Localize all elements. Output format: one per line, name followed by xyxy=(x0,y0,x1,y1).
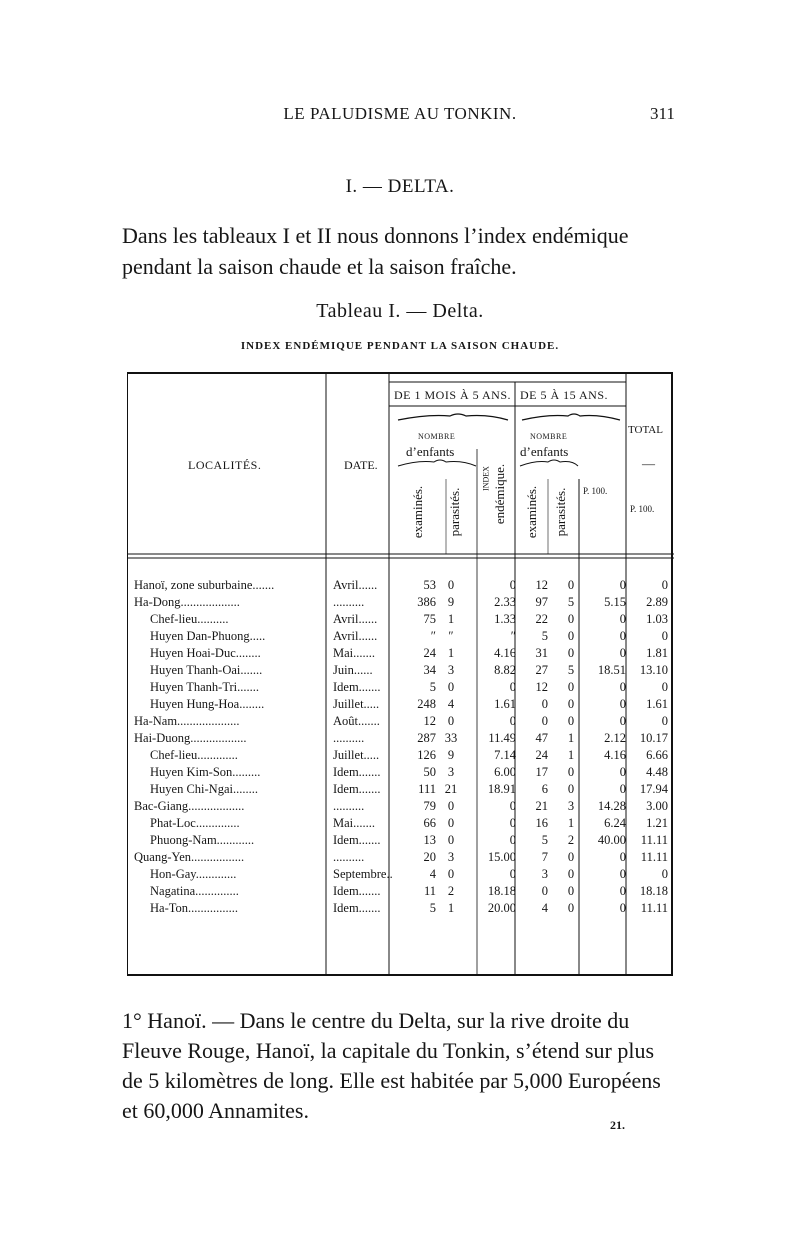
cell-date: Avril...... xyxy=(333,578,378,592)
cell-pa2: 0 xyxy=(567,765,575,779)
cell-ex2: 3 xyxy=(541,867,548,881)
cell-total: 2.89 xyxy=(646,595,668,609)
cell-pa1: 9 xyxy=(447,748,455,762)
cell-pa1: 0 xyxy=(447,867,455,881)
cell-ex1: 53 xyxy=(423,578,436,592)
cell-pa1: 1 xyxy=(447,901,455,915)
header-total-p100: P. 100. xyxy=(630,504,655,514)
cell-p100: 0 xyxy=(619,629,626,643)
header-localites: LOCALITÉS. xyxy=(188,458,262,472)
cell-localite: Ha-Ton................ xyxy=(150,901,239,915)
cell-p100: 0 xyxy=(619,578,626,592)
cell-p100: 0 xyxy=(619,765,626,779)
cell-ex2: 12 xyxy=(535,578,548,592)
cell-pa2: 1 xyxy=(567,816,575,830)
cell-date: Idem....... xyxy=(333,884,381,898)
cell-ex2: 0 xyxy=(541,884,548,898)
cell-localite: Huyen Thanh-Tri....... xyxy=(150,680,260,694)
cell-pa1: 1 xyxy=(447,646,455,660)
header-date: DATE. xyxy=(344,458,378,472)
cell-p100: 4.16 xyxy=(604,748,626,762)
cell-pa2: 0 xyxy=(567,680,575,694)
cell-pa2: 0 xyxy=(567,901,575,915)
cell-p100: 0 xyxy=(619,646,626,660)
cell-p100: 40.00 xyxy=(597,833,626,847)
header-examines-1: examinés. xyxy=(410,485,425,539)
cell-total: 1.21 xyxy=(646,816,668,830)
cell-idx: 1.33 xyxy=(494,612,516,626)
cell-pa1: 1 xyxy=(447,612,455,626)
cell-ex1: 12 xyxy=(423,714,436,728)
cell-ex2: 4 xyxy=(541,901,548,915)
cell-total: 1.03 xyxy=(646,612,668,626)
cell-pa2: 0 xyxy=(567,646,575,660)
cell-ex2: 5 xyxy=(541,833,548,847)
cell-idx: 0 xyxy=(509,799,516,813)
table-row xyxy=(128,866,672,883)
cell-total: 4.48 xyxy=(646,765,668,779)
cell-ex1: 20 xyxy=(423,850,436,864)
header-p100: P. 100. xyxy=(583,486,608,496)
cell-ex2: 7 xyxy=(541,850,548,864)
body-line: et 60,000 Annamites. xyxy=(122,1098,309,1123)
table-row xyxy=(128,764,672,781)
cell-date: Idem....... xyxy=(333,765,381,779)
cell-localite: Phuong-Nam............ xyxy=(150,833,255,847)
cell-localite: Hon-Gay............. xyxy=(150,867,237,881)
body-line: 1° Hanoï. — Dans le centre du Delta, sur la rive droite du xyxy=(122,1008,630,1033)
cell-p100: 0 xyxy=(619,850,626,864)
cell-ex1: 75 xyxy=(423,612,436,626)
cell-pa1: 21 xyxy=(444,782,458,796)
cell-date: .......... xyxy=(333,799,365,813)
cell-localite: Quang-Yen................. xyxy=(134,850,245,864)
page-number: 311 xyxy=(650,104,675,123)
table-row xyxy=(128,883,672,900)
cell-p100: 0 xyxy=(619,867,626,881)
cell-ex2: 21 xyxy=(535,799,548,813)
cell-ex1: 248 xyxy=(417,697,436,711)
table-row xyxy=(128,832,672,849)
cell-date: Idem....... xyxy=(333,782,381,796)
cell-idx: 11.49 xyxy=(488,731,516,745)
cell-ex1: 24 xyxy=(423,646,436,660)
cell-date: .......... xyxy=(333,731,365,745)
cell-ex1: 79 xyxy=(423,799,436,813)
cell-ex1: 386 xyxy=(417,595,436,609)
cell-total: 11.11 xyxy=(640,850,668,864)
header-examines-2: examinés. xyxy=(524,485,539,539)
cell-pa1: 9 xyxy=(447,595,455,609)
cell-total: 17.94 xyxy=(639,782,668,796)
cell-ex2: 47 xyxy=(535,731,548,745)
cell-pa1: 0 xyxy=(447,833,455,847)
cell-ex1: 126 xyxy=(417,748,436,762)
table-row xyxy=(128,662,672,679)
cell-p100: 5.15 xyxy=(604,595,626,609)
cell-total: 0 xyxy=(661,578,668,592)
header-parasites-1: parasités. xyxy=(447,487,462,537)
body-line: de 5 kilomètres de long. Elle est habitée par 5,000 Européens xyxy=(122,1068,661,1093)
cell-pa2: 0 xyxy=(567,697,575,711)
cell-date: Mai....... xyxy=(333,816,376,830)
cell-total: 11.11 xyxy=(640,901,668,915)
cell-total: 0 xyxy=(661,714,668,728)
cell-localite: Chef-lieu............. xyxy=(150,748,238,762)
cell-pa2: 2 xyxy=(567,833,575,847)
cell-idx: 0 xyxy=(509,833,516,847)
cell-ex1: 50 xyxy=(423,765,436,779)
running-header: LE PALUDISME AU TONKIN. xyxy=(283,104,517,123)
cell-idx: 15.00 xyxy=(487,850,516,864)
table-row xyxy=(128,900,672,917)
cell-date: Juillet..... xyxy=(333,697,380,711)
cell-idx: 0 xyxy=(509,680,516,694)
cell-ex1: 5 xyxy=(429,901,436,915)
intro-line: Dans les tableaux I et II nous donnons l’index endémique xyxy=(122,223,629,248)
cell-pa2: 5 xyxy=(567,595,575,609)
table-row xyxy=(128,696,672,713)
cell-date: Septembre.. xyxy=(333,867,393,881)
header-nombre-2: NOMBRE xyxy=(530,432,568,441)
cell-total: 10.17 xyxy=(639,731,668,745)
table-row xyxy=(128,747,672,764)
cell-localite: Chef-lieu.......... xyxy=(150,612,229,626)
cell-pa1: 0 xyxy=(447,816,455,830)
cell-total: 11.11 xyxy=(640,833,668,847)
header-total-dash: — xyxy=(642,456,655,471)
cell-total: 0 xyxy=(661,867,668,881)
cell-date: Juillet..... xyxy=(333,748,380,762)
cell-idx: 1.61 xyxy=(494,697,516,711)
cell-localite: Bac-Giang.................. xyxy=(134,799,245,813)
cell-idx: 2.33 xyxy=(494,595,516,609)
table-row xyxy=(128,781,672,798)
cell-pa1: 3 xyxy=(447,765,455,779)
cell-idx: 20.00 xyxy=(487,901,516,915)
cell-pa2: 0 xyxy=(567,578,575,592)
cell-p100: 0 xyxy=(619,782,626,796)
table-row xyxy=(128,577,672,594)
cell-pa2: 5 xyxy=(567,663,575,677)
header-enfants-2: d’enfants xyxy=(520,444,569,459)
cell-pa2: 0 xyxy=(567,629,575,643)
cell-ex1: 13 xyxy=(423,833,436,847)
cell-pa1: 33 xyxy=(444,731,458,745)
cell-pa1: ″ xyxy=(448,629,454,643)
cell-p100: 0 xyxy=(619,884,626,898)
cell-localite: Nagatina.............. xyxy=(150,884,239,898)
table-row xyxy=(128,645,672,662)
cell-ex2: 17 xyxy=(535,765,548,779)
intro-paragraph xyxy=(122,220,678,282)
table-row xyxy=(128,798,672,815)
cell-pa2: 0 xyxy=(567,867,575,881)
header-endemique: endémique. xyxy=(492,463,507,525)
cell-date: Idem....... xyxy=(333,901,381,915)
cell-date: Avril...... xyxy=(333,629,378,643)
cell-total: 3.00 xyxy=(646,799,668,813)
table-row xyxy=(128,594,672,611)
cell-date: .......... xyxy=(333,595,365,609)
cell-date: Mai....... xyxy=(333,646,376,660)
cell-ex1: 4 xyxy=(429,867,436,881)
signature-mark: 21. xyxy=(610,1118,625,1132)
cell-total: 6.66 xyxy=(646,748,668,762)
cell-pa2: 3 xyxy=(567,799,575,813)
header-nombre-1: NOMBRE xyxy=(418,432,456,441)
cell-ex2: 22 xyxy=(535,612,548,626)
cell-total: 0 xyxy=(661,629,668,643)
cell-p100: 0 xyxy=(619,714,626,728)
header-group-2: DE 5 À 15 ANS. xyxy=(520,388,609,402)
cell-ex1: 34 xyxy=(423,663,436,677)
cell-p100: 2.12 xyxy=(604,731,626,745)
cell-p100: 0 xyxy=(619,697,626,711)
cell-localite: Phat-Loc.............. xyxy=(150,816,240,830)
cell-pa1: 0 xyxy=(447,578,455,592)
table-row xyxy=(128,628,672,645)
cell-pa2: 0 xyxy=(567,782,575,796)
cell-p100: 14.28 xyxy=(597,799,626,813)
cell-idx: 0 xyxy=(509,578,516,592)
cell-pa1: 3 xyxy=(447,663,455,677)
cell-localite: Hanoï, zone suburbaine....... xyxy=(134,578,275,592)
cell-ex2: 5 xyxy=(541,629,548,643)
cell-idx: ″ xyxy=(510,629,516,643)
cell-localite: Huyen Kim-Son......... xyxy=(150,765,261,779)
cell-date: .......... xyxy=(333,850,365,864)
cell-localite: Ha-Dong................... xyxy=(134,595,240,609)
cell-p100: 0 xyxy=(619,680,626,694)
cell-idx: 6.00 xyxy=(494,765,516,779)
header-parasites-2: parasités. xyxy=(553,487,568,537)
table-row xyxy=(128,730,672,747)
cell-idx: 7.14 xyxy=(494,748,516,762)
cell-pa1: 3 xyxy=(447,850,455,864)
cell-ex2: 27 xyxy=(535,663,548,677)
body-line: Fleuve Rouge, Hanoï, la capitale du Tonkin, s’étend sur plus xyxy=(122,1038,655,1063)
cell-pa2: 0 xyxy=(567,714,575,728)
cell-pa1: 0 xyxy=(447,680,455,694)
table-row xyxy=(128,611,672,628)
cell-p100: 6.24 xyxy=(604,816,626,830)
cell-localite: Huyen Hoai-Duc........ xyxy=(150,646,261,660)
cell-idx: 0 xyxy=(509,867,516,881)
cell-idx: 0 xyxy=(509,714,516,728)
cell-pa1: 0 xyxy=(447,799,455,813)
cell-ex2: 12 xyxy=(535,680,548,694)
cell-localite: Huyen Thanh-Oai....... xyxy=(150,663,263,677)
cell-ex1: 66 xyxy=(423,816,436,830)
cell-date: Idem....... xyxy=(333,833,381,847)
cell-p100: 0 xyxy=(619,612,626,626)
table-row xyxy=(128,713,672,730)
cell-total: 18.18 xyxy=(639,884,668,898)
header-enfants-1: d’enfants xyxy=(406,444,455,459)
cell-idx: 0 xyxy=(509,816,516,830)
cell-ex2: 31 xyxy=(535,646,548,660)
header-group-1: DE 1 MOIS À 5 ANS. xyxy=(394,388,512,402)
cell-idx: 4.16 xyxy=(494,646,516,660)
cell-total: 1.61 xyxy=(646,697,668,711)
cell-pa2: 1 xyxy=(567,731,575,745)
cell-idx: 18.91 xyxy=(487,782,516,796)
header-index: INDEX xyxy=(481,466,491,491)
body-paragraph xyxy=(122,1006,678,1126)
cell-pa2: 1 xyxy=(567,748,575,762)
table-subtitle: INDEX ENDÉMIQUE PENDANT LA SAISON CHAUDE. xyxy=(240,340,560,352)
cell-ex1: 287 xyxy=(417,731,436,745)
cell-date: Août....... xyxy=(333,714,380,728)
cell-date: Idem....... xyxy=(333,680,381,694)
table-row xyxy=(128,679,672,696)
cell-localite: Huyen Dan-Phuong..... xyxy=(150,629,266,643)
table-title: Tableau I. — Delta. xyxy=(316,300,484,322)
section-title: I. — DELTA. xyxy=(345,176,455,197)
cell-total: 1.81 xyxy=(646,646,668,660)
cell-localite: Ha-Nam.................... xyxy=(134,714,240,728)
cell-ex2: 0 xyxy=(541,714,548,728)
cell-ex2: 97 xyxy=(535,595,548,609)
cell-ex2: 16 xyxy=(535,816,548,830)
cell-localite: Huyen Chi-Ngai........ xyxy=(150,782,258,796)
cell-localite: Hai-Duong.................. xyxy=(134,731,247,745)
cell-pa2: 0 xyxy=(567,612,575,626)
cell-pa2: 0 xyxy=(567,850,575,864)
cell-ex1: 11 xyxy=(423,884,436,898)
cell-idx: 8.82 xyxy=(494,663,516,677)
cell-p100: 0 xyxy=(619,901,626,915)
cell-ex2: 6 xyxy=(541,782,548,796)
cell-localite: Huyen Hung-Hoa........ xyxy=(150,697,265,711)
cell-pa2: 0 xyxy=(567,884,575,898)
cell-date: Avril...... xyxy=(333,612,378,626)
cell-ex1: ″ xyxy=(430,629,436,643)
cell-total: 0 xyxy=(661,680,668,694)
cell-ex2: 0 xyxy=(541,697,548,711)
cell-ex1: 111 xyxy=(418,782,436,796)
cell-ex1: 5 xyxy=(429,680,436,694)
cell-total: 13.10 xyxy=(639,663,668,677)
cell-pa1: 0 xyxy=(447,714,455,728)
cell-pa1: 2 xyxy=(447,884,455,898)
cell-pa1: 4 xyxy=(447,697,455,711)
cell-p100: 18.51 xyxy=(597,663,626,677)
cell-idx: 18.18 xyxy=(487,884,516,898)
table-row xyxy=(128,815,672,832)
header-total: TOTAL xyxy=(628,424,663,436)
cell-date: Juin...... xyxy=(333,663,373,677)
table-row xyxy=(128,849,672,866)
intro-line: pendant la saison chaude et la saison fraîche. xyxy=(122,254,517,279)
cell-ex2: 24 xyxy=(535,748,548,762)
